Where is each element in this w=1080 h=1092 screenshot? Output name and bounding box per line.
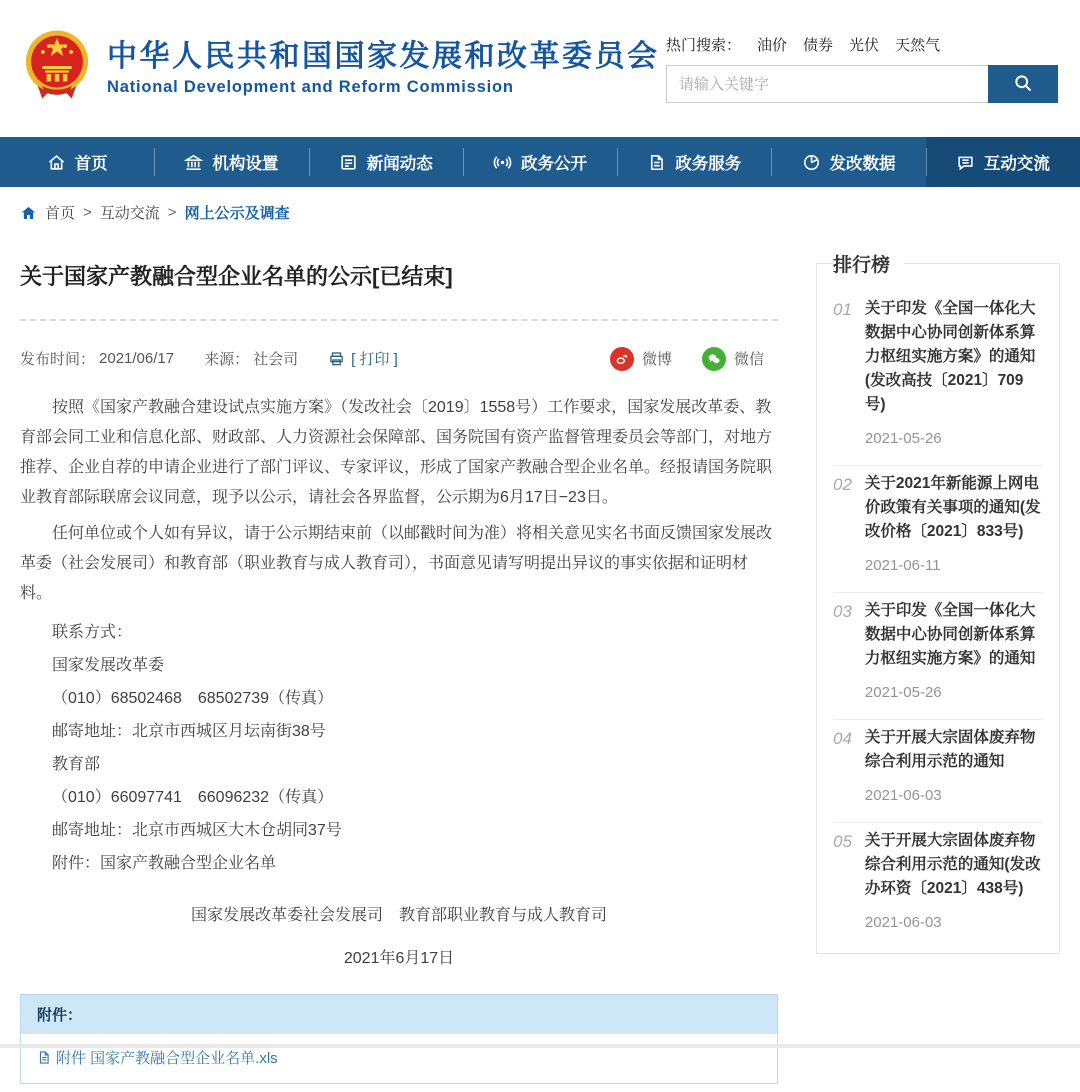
breadcrumb-separator: > [83, 204, 92, 221]
wechat-label: 微信 [733, 351, 764, 369]
contact-line: 联系方式： [52, 623, 133, 641]
search-icon [1013, 73, 1033, 96]
share-buttons [610, 347, 778, 371]
site-title-group [107, 40, 660, 97]
article-meta-row [20, 347, 778, 371]
page-main [0, 235, 1080, 1092]
nav-label: 新闻动态 [366, 155, 433, 173]
ranking-item-3[interactable] [833, 593, 1043, 720]
ranking-sidebar [816, 255, 1060, 954]
ranking-item-date: 2021-06-11 [864, 557, 941, 575]
attachment-header: 附件： [21, 995, 777, 1034]
ranking-item-date: 2021-05-26 [864, 430, 942, 448]
ranking-item-date: 2021-05-26 [864, 684, 942, 702]
breadcrumb-interaction-link[interactable]: 互动交流 [99, 205, 160, 222]
source-label: 来源： [204, 351, 250, 369]
ranking-item-body [865, 726, 1043, 804]
ranking-number: 04 [833, 729, 852, 749]
ranking-number: 01 [833, 300, 852, 319]
ranking-item-body [865, 599, 1043, 701]
ranking-item-title: 关于印发《全国一体化大数据中心协同创新体系算力枢纽实施方案》的通知 [864, 602, 1036, 668]
ranking-item-2[interactable] [833, 466, 1043, 593]
search-button[interactable] [988, 65, 1058, 103]
ranking-item-4[interactable] [833, 720, 1043, 823]
hot-search-term-gas[interactable]: 天然气 [895, 37, 941, 54]
nav-item-news[interactable] [309, 137, 463, 187]
contact-line: 邮寄地址：北京市西城区大木仓胡同37号 [52, 821, 342, 839]
home-icon [47, 153, 66, 172]
nav-item-organization[interactable] [154, 137, 308, 187]
contact-line: 教育部 [52, 755, 101, 773]
news-icon [339, 153, 358, 172]
nav-label: 政务服务 [675, 155, 742, 173]
nav-label: 政务公开 [520, 155, 587, 173]
site-brand [20, 27, 660, 110]
hot-search-label: 热门搜索： [666, 37, 742, 54]
print-label: [ 打印 ] [351, 351, 398, 369]
hot-search-bar [666, 34, 1058, 55]
print-button[interactable] [328, 348, 398, 369]
breadcrumb-home-icon [20, 205, 37, 221]
source-value: 社会司 [253, 351, 299, 369]
signature-line: 国家发展改革委社会发展司 教育部职业教育与成人教育司 [190, 906, 607, 924]
ranking-item-body [865, 297, 1043, 447]
hot-search-term-bonds[interactable]: 债券 [803, 37, 834, 54]
main-navigation [0, 137, 1080, 187]
article-body [20, 393, 778, 968]
ranking-item-title: 关于2021年新能源上网电价政策有关事项的通知(发改价格〔2021〕833号) [864, 475, 1041, 541]
national-emblem-logo [20, 27, 94, 110]
article-paragraph: 任何单位或个人如有异议，请于公示期结束前（以邮戳时间为准）将相关意见实名书面反馈国家发展改革委（社会发展司）和教育部（职业教育与成人教育司），书面意见请写明提出异议的事实依据和证明材料。 [20, 524, 773, 602]
search-input[interactable] [666, 65, 988, 103]
printer-icon [328, 351, 345, 367]
bank-icon [184, 153, 203, 172]
nav-item-interaction[interactable] [926, 137, 1080, 187]
contact-line: 国家发展改革委 [52, 656, 165, 674]
source [204, 348, 298, 369]
document-icon [647, 153, 666, 172]
wechat-icon [702, 347, 726, 371]
nav-label: 互动交流 [983, 155, 1050, 173]
chat-icon [956, 153, 975, 172]
ranking-number: 02 [833, 475, 852, 495]
breadcrumb-home-link[interactable]: 首页 [45, 205, 76, 222]
ranking-item-date: 2021-06-03 [864, 914, 942, 932]
nav-item-gov-disclosure[interactable] [463, 137, 617, 187]
breadcrumb-current-page[interactable]: 网上公示及调查 [184, 205, 290, 222]
hot-search-term-oil[interactable]: 油价 [757, 37, 788, 54]
share-wechat-button[interactable] [702, 347, 764, 371]
ranking-item-5[interactable] [833, 823, 1043, 949]
ranking-item-title: 关于开展大宗固体废弃物综合利用示范的通知 [864, 729, 1036, 771]
contact-line: 附件：国家产教融合型企业名单 [52, 854, 277, 872]
attachment-download-link[interactable] [37, 1047, 278, 1068]
site-header [0, 0, 1080, 137]
page-bottom-edge [0, 1044, 1080, 1048]
dashed-divider [20, 319, 778, 321]
contact-line: 邮寄地址：北京市西城区月坛南街38号 [52, 722, 326, 740]
article-title: 关于国家产教融合型企业名单的公示[已结束] [20, 264, 453, 289]
ranking-item-date: 2021-06-03 [864, 787, 942, 805]
article-paragraph: 按照《国家产教融合建设试点实施方案》（发改社会〔2019〕1558号）工作要求，国家发展改革委、教育部会同工业和信息化部、财政部、人力资源社会保障部、国务院国有资产监督管理委员会等部门，对地方推荐、企业自荐的申请企业进行了部门评议、专家评议，形成了国家产教融合型企业名单。经报请国务院职业教育部际联席会议同意，现予以公示，请社会各界监督，公示期为6月17日−23日。 [20, 398, 773, 506]
article [20, 235, 778, 1092]
broadcast-icon [493, 153, 512, 172]
nav-item-gov-services[interactable] [617, 137, 771, 187]
pie-chart-icon [802, 153, 821, 172]
site-title-en: National Development and Reform Commission [107, 77, 514, 96]
share-weibo-button[interactable] [610, 347, 672, 371]
attachment-link-label: 附件 国家产教融合型企业名单.xls [56, 1049, 278, 1067]
ranking-item-title: 关于开展大宗固体废弃物综合利用示范的通知(发改办环资〔2021〕438号) [864, 832, 1041, 898]
nav-item-ndrc-data[interactable] [771, 137, 925, 187]
header-search-area [666, 34, 1058, 103]
nav-label: 首页 [74, 155, 108, 173]
ranking-item-body [865, 472, 1043, 574]
ranking-title-wrap [833, 250, 904, 277]
ranking-number: 03 [833, 602, 852, 622]
site-title-zh: 中华人民共和国国家发展和改革委员会 [107, 40, 660, 74]
nav-label: 机构设置 [212, 155, 279, 173]
breadcrumb-separator: > [167, 204, 177, 221]
nav-label: 发改数据 [829, 155, 896, 173]
contact-line: （010）66097741 66096232（传真） [52, 788, 334, 806]
hot-search-term-pv[interactable]: 光伏 [849, 37, 880, 54]
breadcrumb [0, 187, 1080, 235]
ranking-number: 05 [833, 832, 852, 852]
search-bar [666, 65, 1058, 103]
signature-date: 2021年6月17日 [343, 949, 455, 967]
ranking-item-body [865, 829, 1043, 931]
attachment-row [21, 1034, 777, 1083]
ranking-title: 排行榜 [833, 255, 891, 276]
attachment-box [20, 994, 778, 1084]
ranking-item-1[interactable] [833, 291, 1043, 466]
nav-item-home[interactable] [0, 137, 154, 187]
ranking-item-title: 关于印发《全国一体化大数据中心协同创新体系算力枢纽实施方案》的通知(发改高技〔2021〕709号) [864, 300, 1036, 414]
publish-time [20, 348, 174, 369]
weibo-icon [610, 347, 634, 371]
publish-time-value: 2021/06/17 [99, 350, 175, 368]
ranking-box [816, 255, 1060, 954]
contact-line: （010）68502468 68502739（传真） [52, 689, 334, 707]
file-icon [37, 1050, 51, 1065]
weibo-label: 微博 [641, 351, 672, 369]
publish-time-label: 发布时间： [20, 351, 96, 369]
